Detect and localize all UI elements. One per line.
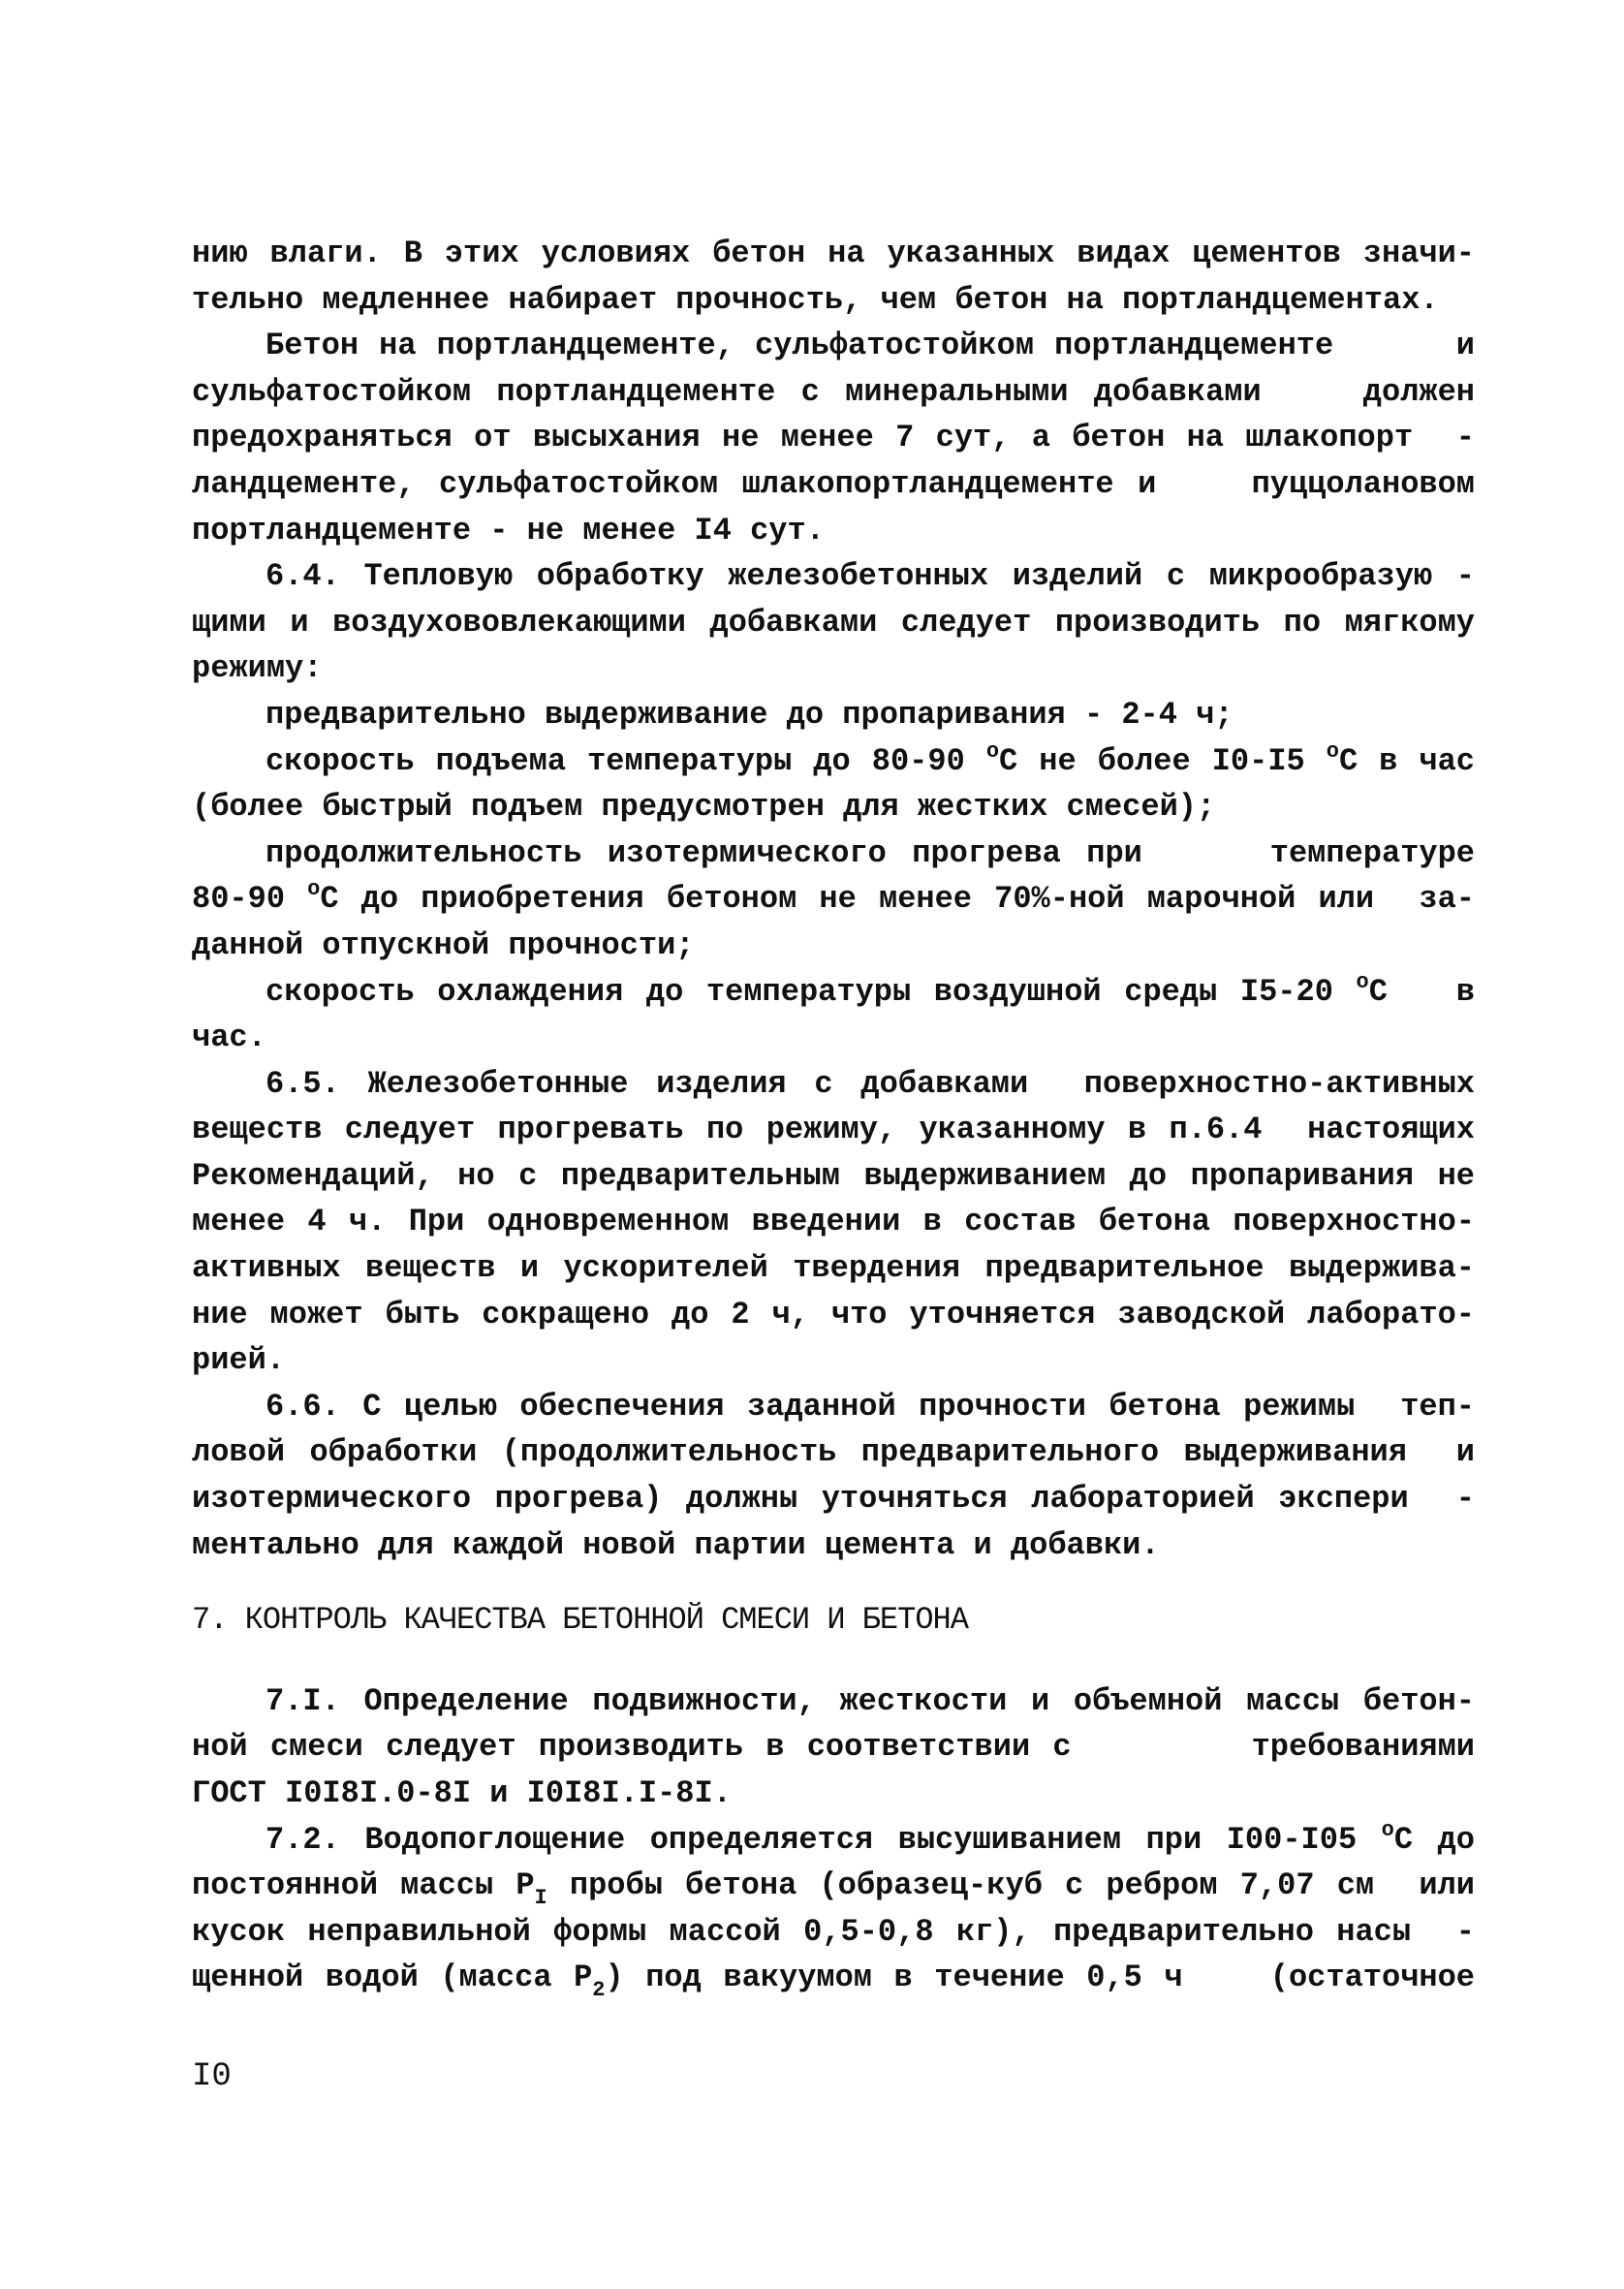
text-line [192,1522,1475,1569]
text-segment: 6.5. Железобетонные изделия с добавками поверхностно-активных [265,1065,1475,1102]
text-segment: Бетон на портландцементе, сульфатостойком портландцементе и [265,328,1475,364]
text-line [192,369,1475,416]
text-segment: веществ следует прогревать по режиму, указанному в п.6.4 настоящих [192,1112,1475,1148]
text-line [192,1724,1475,1771]
text-segment: тельно медленнее набирает прочность, чем бетон на портландцементах. [192,281,1439,318]
subscript: I [534,1886,547,1911]
text-line [192,1863,1475,1909]
text-segment: пробы бетона (образец-куб с ребром 7,07 см или [547,1867,1476,1904]
section-heading [192,1597,1475,1644]
text-line [192,784,1475,831]
text-segment: 6.6. С целью обеспечения заданной прочности бетона режимы теп- [265,1388,1475,1425]
text-segment: нию влаги. В этих условиях бетон на указанных видах цементов значи- [192,235,1475,271]
text-segment: ловой обработки (продолжительность предварительного выдерживания и [192,1434,1475,1471]
text-segment: данной отпускной прочности; [192,926,695,963]
text-segment: ландцементе, сульфатостойком шлакопортландцементе и пуццолановом [192,465,1475,502]
text-line [192,738,1475,785]
text-segment: 7.I. Определение подвижности, жесткости и объемной массы бетон- [265,1682,1475,1719]
text-segment: 7. КОНТРОЛЬ КАЧЕСТВА БЕТОННОЙ СМЕСИ И БЕТОНА [192,1602,968,1639]
text-line [192,692,1475,738]
text-line [192,1107,1475,1153]
text-line [192,969,1475,1016]
text-segment: щенной водой (масса Р [192,1960,593,1996]
text-line [192,645,1475,692]
text-segment: портландцементе - не менее I4 сут. [192,512,825,549]
text-segment: С не более I0-I5 [999,742,1327,779]
text-line [192,231,1475,277]
text-line [192,415,1475,461]
text-segment: предохраняться от высыхания не менее 7 сут, а бетон на шлакопорт - [192,420,1475,456]
text-line [192,1817,1475,1864]
text-segment: продолжительность изотермического прогрева при температуре [265,834,1475,871]
text-segment: ) под вакуумом в течение 0,5 ч (остаточное [605,1960,1476,1996]
text-segment: С до [1393,1821,1476,1858]
superscript: о [1356,969,1369,994]
text-segment: изотермического прогрева) должны уточняться лабораторией экспери - [192,1481,1475,1518]
text-segment: кусок неправильной формы массой 0,5-0,8 кг), предварительно насы - [192,1913,1475,1950]
text-segment: активных веществ и ускорителей твердения предварительное выдержива- [192,1250,1475,1287]
text-line [192,1245,1475,1292]
text-line [192,1199,1475,1245]
text-line [192,1678,1475,1725]
text-segment: рией. [192,1342,286,1379]
text-segment: С в час [1338,742,1476,779]
text-line [192,1771,1475,1817]
text-segment: ГОСТ I0I8I.0-8I и I0I8I.I-8I. [192,1775,732,1811]
text-line [192,277,1475,324]
text-line [192,1476,1475,1522]
text-line [192,461,1475,508]
text-segment: 7.2. Водопоглощение определяется высушиванием при I00-I05 [265,1821,1382,1858]
text-segment: режиму: [192,650,323,687]
text-segment: Рекомендаций, но с предварительным выдерживанием до пропаривания не [192,1157,1475,1194]
text-line [192,1153,1475,1200]
text-line [192,1909,1475,1956]
superscript: о [1326,738,1339,764]
text-segment: ментально для каждой новой партии цемента и добавки. [192,1526,1160,1563]
text-line [192,1384,1475,1430]
text-segment: час. [192,1019,266,1056]
text-segment: скорость охлаждения до температуры воздушной среды I5-20 [265,973,1357,1010]
body-text [192,231,1475,2001]
text-segment: скорость подъема температуры до 80-90 [265,742,986,779]
text-segment: ние может быть сокращено до 2 ч, что уточняется заводской лаборато- [192,1296,1475,1333]
page-number: I0 [192,2058,232,2095]
text-segment: 6.4. Тепловую обработку железобетонных изделий с микрообразую - [265,558,1475,595]
text-segment: С до приобретения бетоном не менее 70%-ной марочной или за- [320,881,1476,918]
text-segment: сульфатостойком портландцементе с минеральными добавками должен [192,373,1475,410]
text-segment: ной смеси следует производить в соответствии с требованиями [192,1729,1475,1766]
text-line [192,508,1475,554]
text-line [192,1015,1475,1061]
superscript: о [985,738,1000,764]
text-segment: менее 4 ч. При одновременном введении в состав бетона поверхностно- [192,1204,1475,1240]
superscript: о [1381,1817,1394,1842]
text-line [192,831,1475,877]
text-line [192,1955,1475,2001]
text-line [192,876,1475,923]
text-segment: предварительно выдерживание до пропаривания - 2-4 ч; [265,696,1234,733]
text-line [192,600,1475,646]
text-line [192,1337,1475,1384]
subscript: 2 [592,1978,606,2003]
text-line [192,1292,1475,1338]
text-segment: постоянной массы Р [192,1867,535,1904]
text-line [192,323,1475,369]
text-segment: С в [1368,973,1476,1010]
text-segment: (более быстрый подъем предусмотрен для жестких смесей); [192,789,1216,826]
text-line [192,1061,1475,1108]
text-segment: щими и воздухововлекающими добавками следует производить по мягкому [192,604,1475,641]
text-line [192,1429,1475,1476]
text-line [192,923,1475,969]
superscript: о [307,877,321,902]
text-line [192,553,1475,600]
text-segment: 80-90 [192,881,308,918]
